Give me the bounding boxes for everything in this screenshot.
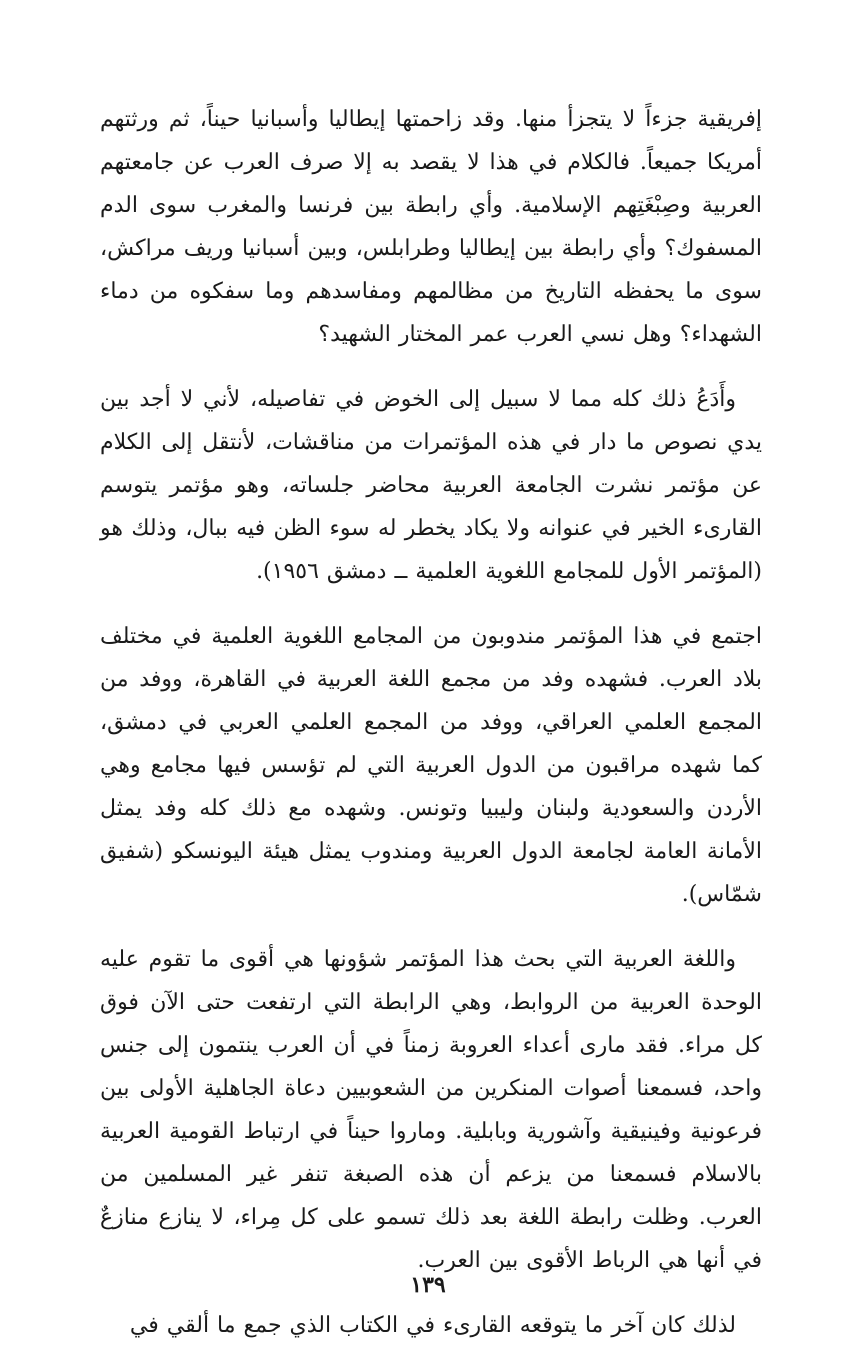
paragraph-2: وأَدَعُ ذلك كله مما لا سبيل إلى الخوض في تفاصيله، لأني لا أجد بين يدي نصوص ما دار في هذه المؤتمرات من مناقشات، لأنتقل إلى الكلام عن مؤتمر نشرت الجامعة العربية محاضر جلساته، وهو مؤتمر يتوسم القارىء الخير في عنوانه ولا يكاد يخطر له سوء الظن فيه ببال، وذلك هو (المؤتمر الأول للمجامع اللغوية العلمية ــ دمشق ١٩٥٦).: [100, 387, 762, 584]
page-number: ١٣٩: [410, 1272, 446, 1298]
paragraph-1: إفريقية جزءاً لا يتجزأ منها. وقد زاحمتها إيطاليا وأسبانيا حيناً، ثم ورثتهم أمريكا جميعاً. فالكلام في هذا لا يقصد به إلا صرف العرب عن جامعتهم العربية وصِبْغَتِهم الإسلامية. وأي رابطة بين فرنسا والمغرب سوى الدم المسفوك؟ وأي رابطة بين إيطاليا وطرابلس، وبين أسبانيا وريف مراكش، سوى ما يحفظه التاريخ من مظالمهم ومفاسدهم وما سفكوه من دماء الشهداء؟ وهل نسي العرب عمر المختار الشهيد؟: [100, 107, 762, 347]
paragraph-3: اجتمع في هذا المؤتمر مندوبون من المجامع اللغوية العلمية في مختلف بلاد العرب. فشهده وفد من مجمع اللغة العربية في القاهرة، ووفد من المجمع العلمي العراقي، ووفد من المجمع العلمي العربي في دمشق، كما شهده مراقبون من الدول العربية التي لم تؤسس فيها مجامع وهي الأردن والسعودية ولبنان وليبيا وتونس. وشهده مع ذلك كله وفد يمثل الأمانة العامة لجامعة الدول العربية ومندوب يمثل هيئة اليونسكو (شفيق شمّاس).: [100, 624, 763, 907]
paragraph-5: لذلك كان آخر ما يتوقعه القارىء في الكتاب الذي جمع ما ألقي في: [129, 1313, 736, 1338]
book-page: [100, 98, 762, 1355]
paragraph-4: واللغة العربية التي بحث هذا المؤتمر شؤونها هي أقوى ما تقوم عليه الوحدة العربية من الروابط، وهي الرابطة التي ارتفعت حتى الآن فوق كل مراء. فقد مارى أعداء العروبة زمناً في أن العرب ينتمون إلى جنس واحد، فسمعنا أصوات المنكرين من الشعوبيين دعاة الجاهلية الأولى بين فرعونية وفينيقية وآشورية وبابلية. وماروا حيناً في ارتباط القومية العربية بالاسلام فسمعنا من يزعم أن هذه الصبغة تنفر غير المسلمين من العرب. وظلت رابطة اللغة بعد ذلك تسمو على كل مِراء، لا ينازع منازعٌ في أنها هي الرباط الأقوى بين العرب.: [100, 947, 762, 1273]
